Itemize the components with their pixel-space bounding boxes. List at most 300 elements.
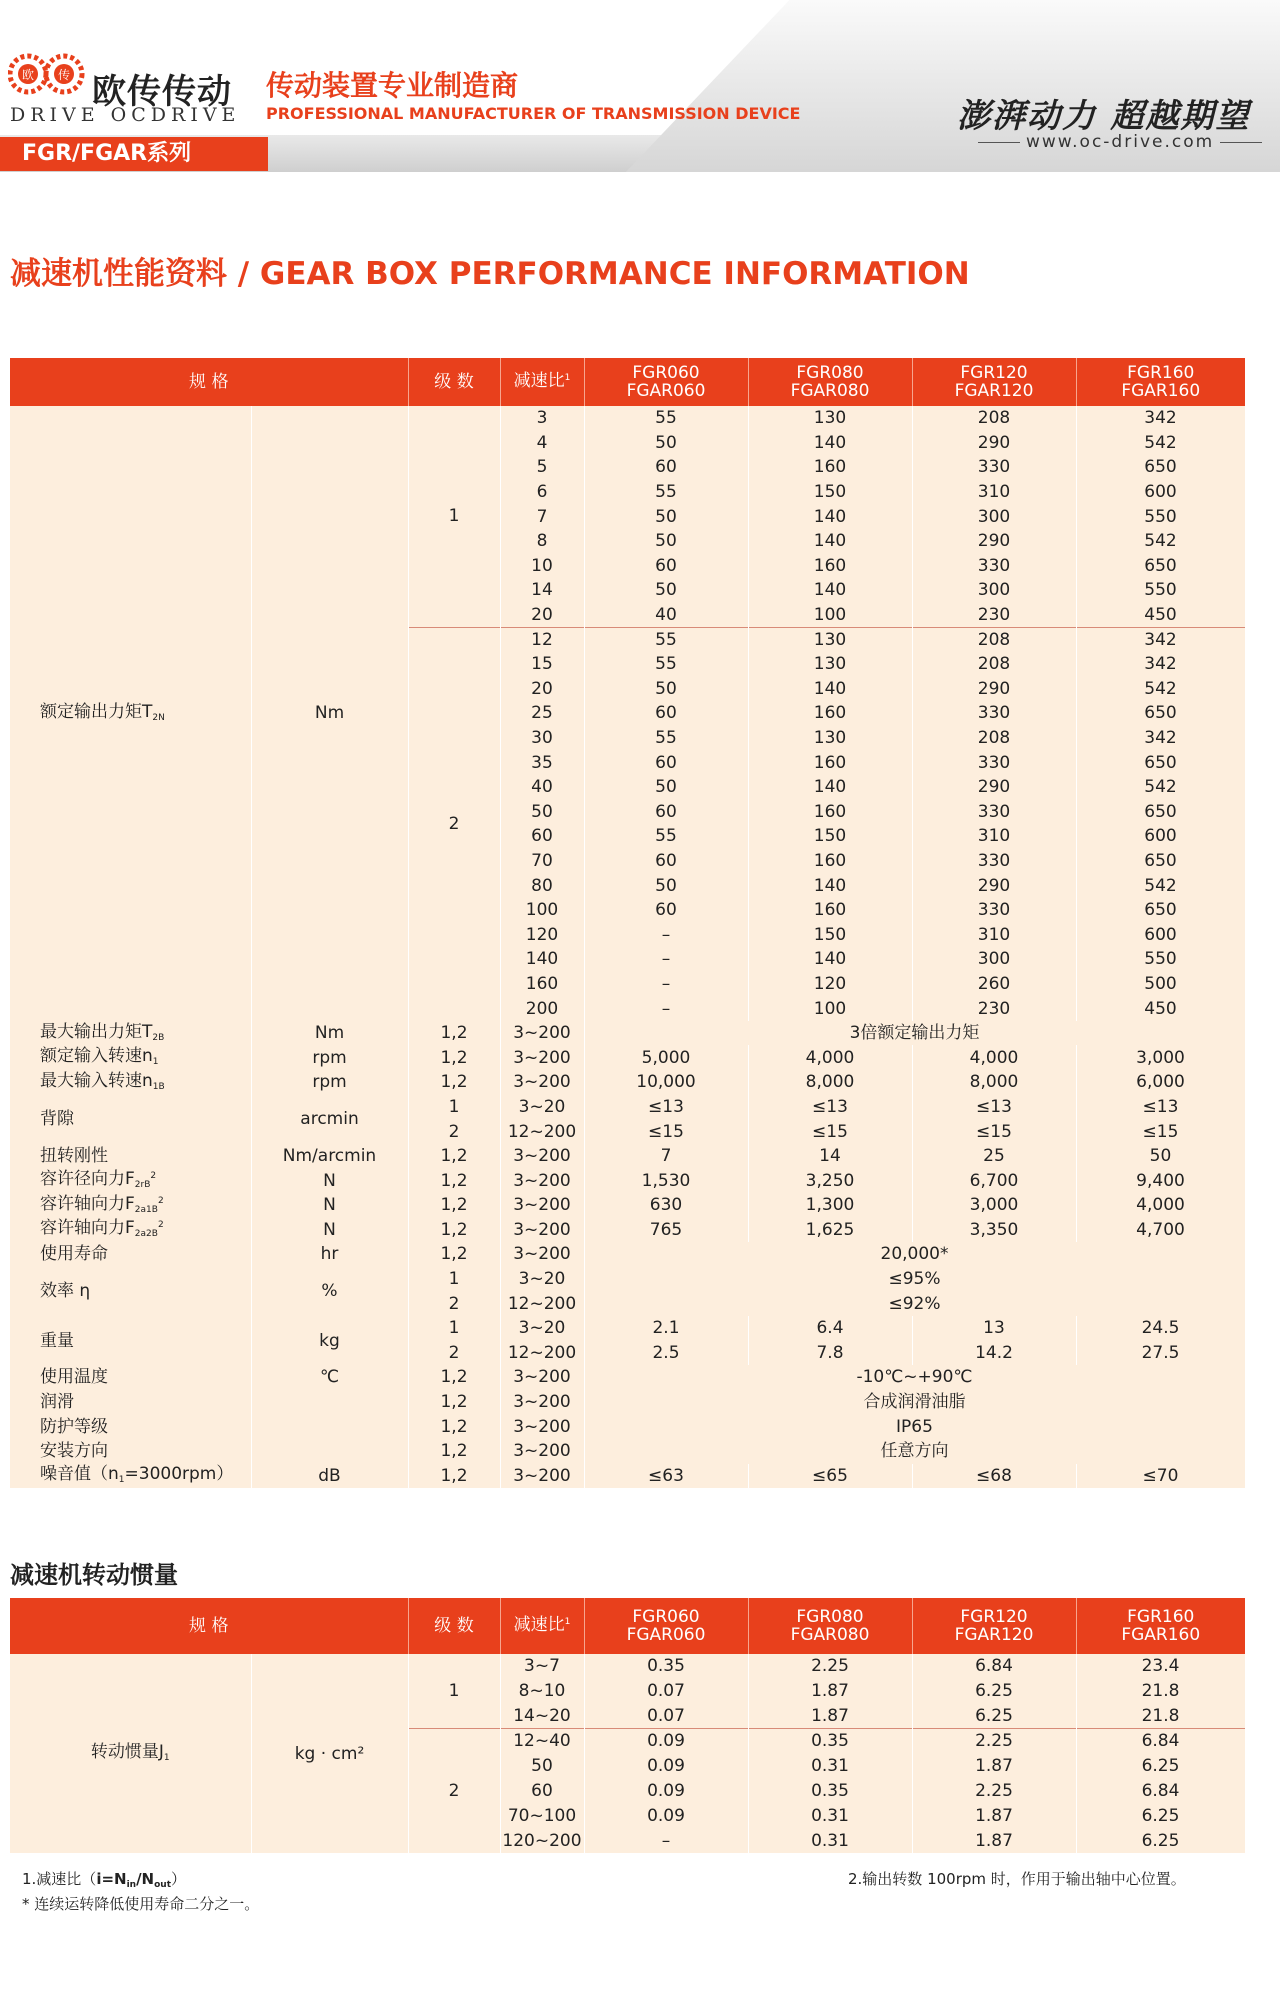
value-cell: 1.87	[748, 1704, 912, 1729]
ratio-cell: 3~200	[500, 1464, 584, 1489]
value-cell: 650	[1076, 800, 1245, 825]
value-cell: 140	[748, 775, 912, 800]
ratio-cell: 3~200	[500, 1144, 584, 1169]
ocdrive-logo	[8, 44, 86, 106]
table-row-backlash	[10, 1095, 1245, 1120]
table-row-protection	[10, 1414, 1245, 1439]
value-cell: 1,530	[584, 1168, 748, 1193]
tagline-en: PROFESSIONAL MANUFACTURER OF TRANSMISSION DEVICE	[266, 104, 801, 123]
value-cell: 55	[584, 480, 748, 505]
value-cell: 160	[748, 898, 912, 923]
stage-cell: 1,2	[408, 1390, 500, 1415]
value-cell: 290	[912, 677, 1076, 702]
value-cell: 0.35	[748, 1729, 912, 1754]
value-cell: 9,400	[1076, 1168, 1245, 1193]
ratio-cell: 3~200	[500, 1021, 584, 1046]
value-cell: 650	[1076, 701, 1245, 726]
col-stage: 级 数	[408, 358, 500, 406]
value-cell: –	[584, 922, 748, 947]
col-stage: 级 数	[408, 1598, 500, 1654]
col-model-2: FGR080 FGAR080	[748, 1598, 912, 1654]
value-cell: 40	[584, 603, 748, 628]
table-row-efficiency	[10, 1267, 1245, 1292]
value-cell: 3,250	[748, 1168, 912, 1193]
ratio-cell: 140	[500, 947, 584, 972]
ratio-cell: 120	[500, 922, 584, 947]
value-cell: 342	[1076, 406, 1245, 431]
row-unit: hr	[251, 1242, 408, 1267]
value-cell: 0.35	[584, 1654, 748, 1679]
value-cell: 290	[912, 431, 1076, 456]
ratio-cell: 3~200	[500, 1390, 584, 1415]
value-cell: 4,000	[912, 1045, 1076, 1070]
value-cell: 50	[584, 775, 748, 800]
value-cell: 100	[748, 603, 912, 628]
value-cell: –	[584, 1828, 748, 1853]
value-cell: 3,000	[912, 1193, 1076, 1218]
value-cell: 6.4	[748, 1316, 912, 1341]
value-cell: 600	[1076, 824, 1245, 849]
value-cell: 6,700	[912, 1168, 1076, 1193]
value-cell: 140	[748, 529, 912, 554]
value-cell: ≤15	[912, 1119, 1076, 1144]
value-cell: 330	[912, 701, 1076, 726]
value-cell: 450	[1076, 603, 1245, 628]
ratio-cell: 3~200	[500, 1439, 584, 1464]
value-cell: 1.87	[748, 1679, 912, 1704]
value-cell: 6.84	[1076, 1778, 1245, 1803]
value-cell: 5,000	[584, 1045, 748, 1070]
value-cell: 0.35	[748, 1778, 912, 1803]
ratio-cell: 20	[500, 603, 584, 628]
ratio-cell: 25	[500, 701, 584, 726]
ratio-cell: 160	[500, 972, 584, 997]
row-label: 背隙	[10, 1095, 251, 1144]
value-cell: 330	[912, 750, 1076, 775]
stage-cell: 1,2	[408, 1168, 500, 1193]
value-cell: 330	[912, 898, 1076, 923]
table-row-max-speed	[10, 1070, 1245, 1095]
row-label: 润滑	[10, 1390, 251, 1415]
ratio-cell: 50	[500, 800, 584, 825]
ratio-cell: 3~20	[500, 1316, 584, 1341]
ratio-cell: 3~200	[500, 1365, 584, 1390]
col-ratio: 减速比$^1$	[500, 1598, 584, 1654]
value-cell: 50	[584, 677, 748, 702]
ratio-cell: 120~200	[500, 1828, 584, 1853]
value-cell: 208	[912, 652, 1076, 677]
row-label: 安装方向	[10, 1439, 251, 1464]
value-cell: 1.87	[912, 1754, 1076, 1779]
row-unit: rpm	[251, 1070, 408, 1095]
value-cell: 140	[748, 578, 912, 603]
value-cell: 60	[584, 800, 748, 825]
value-cell: 0.09	[584, 1754, 748, 1779]
col-model-3: FGR120 FGAR120	[912, 358, 1076, 406]
value-cell: 0.09	[584, 1803, 748, 1828]
value-cell: ≤95%	[584, 1267, 1245, 1292]
brand-name-en: DRIVE OCDRIVE	[10, 104, 241, 126]
row-unit: Nm	[251, 1021, 408, 1046]
value-cell: 1,300	[748, 1193, 912, 1218]
value-cell: 542	[1076, 873, 1245, 898]
value-cell: 208	[912, 627, 1076, 652]
value-cell: –	[584, 972, 748, 997]
ratio-cell: 3~20	[500, 1095, 584, 1120]
value-cell: 2.25	[912, 1729, 1076, 1754]
stage-cell: 1,2	[408, 1045, 500, 1070]
ratio-cell: 80	[500, 873, 584, 898]
value-cell: 3,000	[1076, 1045, 1245, 1070]
table-row	[10, 406, 1245, 431]
row-label: 效率 η	[10, 1267, 251, 1316]
table-row-weight	[10, 1316, 1245, 1341]
value-cell: 160	[748, 701, 912, 726]
footnote-1: 1.减速比$(i=N_{in}/N_{out})$	[22, 1870, 187, 1890]
header-row	[10, 1598, 1245, 1654]
ratio-cell: 12	[500, 627, 584, 652]
value-cell: 10,000	[584, 1070, 748, 1095]
ratio-cell: 14~20	[500, 1704, 584, 1729]
ratio-cell: 3~7	[500, 1654, 584, 1679]
page-header	[0, 0, 1280, 172]
value-cell: 342	[1076, 726, 1245, 751]
ratio-cell: 50	[500, 1754, 584, 1779]
value-cell: 55	[584, 627, 748, 652]
ratio-cell: 8~10	[500, 1679, 584, 1704]
value-cell: 160	[748, 849, 912, 874]
value-cell: 0.09	[584, 1778, 748, 1803]
value-cell: 140	[748, 504, 912, 529]
row-label: 使用寿命	[10, 1242, 251, 1267]
stage-cell: 2	[408, 1341, 500, 1366]
value-cell: 650	[1076, 849, 1245, 874]
ratio-cell: 3~20	[500, 1267, 584, 1292]
ratio-cell: 8	[500, 529, 584, 554]
value-cell: 542	[1076, 529, 1245, 554]
value-cell: 208	[912, 726, 1076, 751]
inertia-table	[10, 1598, 1246, 1853]
table-row-noise	[10, 1464, 1245, 1489]
row-unit: arcmin	[251, 1095, 408, 1144]
footnote-star: * 连续运转降低使用寿命二分之一。	[22, 1895, 260, 1913]
table-row-lubrication	[10, 1390, 1245, 1415]
stage-cell: 1,2	[408, 1144, 500, 1169]
value-cell: 542	[1076, 677, 1245, 702]
value-cell: 342	[1076, 627, 1245, 652]
value-cell: 330	[912, 554, 1076, 579]
value-cell: 290	[912, 775, 1076, 800]
value-cell: 55	[584, 726, 748, 751]
value-cell: 310	[912, 922, 1076, 947]
value-cell: 20,000*	[584, 1242, 1245, 1267]
row-label: 使用温度	[10, 1365, 251, 1390]
col-model-4: FGR160 FGAR160	[1076, 1598, 1245, 1654]
stage-cell: 2	[408, 1291, 500, 1316]
value-cell: 8,000	[748, 1070, 912, 1095]
row-unit: rpm	[251, 1045, 408, 1070]
value-cell: ≤13	[584, 1095, 748, 1120]
row-label: 扭转刚性	[10, 1144, 251, 1169]
value-cell: 0.07	[584, 1679, 748, 1704]
value-cell: 23.4	[1076, 1654, 1245, 1679]
value-cell: 650	[1076, 554, 1245, 579]
ratio-cell: 12~200	[500, 1119, 584, 1144]
value-cell: 6,000	[1076, 1070, 1245, 1095]
table-row-stiffness	[10, 1144, 1245, 1169]
ratio-cell: 35	[500, 750, 584, 775]
value-cell: 160	[748, 455, 912, 480]
ratio-cell: 100	[500, 898, 584, 923]
value-cell: 310	[912, 480, 1076, 505]
tagline-cn: 传动装置专业制造商	[266, 69, 519, 102]
value-cell: 140	[748, 947, 912, 972]
value-cell: 450	[1076, 996, 1245, 1021]
footnote-2: 2.输出转数 100rpm 时，作用于输出轴中心位置。	[848, 1870, 1186, 1888]
stage-cell: 2	[408, 627, 500, 1021]
stage-cell: 1,2	[408, 1242, 500, 1267]
table-row	[10, 1654, 1245, 1679]
value-cell: 任意方向	[584, 1439, 1245, 1464]
ratio-cell: 3~200	[500, 1242, 584, 1267]
stage-cell: 1,2	[408, 1070, 500, 1095]
value-cell: 6.25	[1076, 1828, 1245, 1853]
value-cell: 130	[748, 652, 912, 677]
value-cell: 50	[584, 578, 748, 603]
ratio-cell: 60	[500, 1778, 584, 1803]
stage-cell: 1,2	[408, 1218, 500, 1243]
value-cell: 0.31	[748, 1803, 912, 1828]
value-cell: 300	[912, 947, 1076, 972]
value-cell: 3,350	[912, 1218, 1076, 1243]
value-cell: 542	[1076, 431, 1245, 456]
stage-cell: 1,2	[408, 1365, 500, 1390]
value-cell: 330	[912, 455, 1076, 480]
value-cell: 150	[748, 824, 912, 849]
table-row-mounting	[10, 1439, 1245, 1464]
value-cell: –	[584, 996, 748, 1021]
ratio-cell: 20	[500, 677, 584, 702]
stage-cell: 2	[408, 1119, 500, 1144]
value-cell: 140	[748, 873, 912, 898]
col-spec: 规 格	[10, 1598, 408, 1654]
value-cell: 130	[748, 406, 912, 431]
value-cell: 4,700	[1076, 1218, 1245, 1243]
value-cell: 150	[748, 922, 912, 947]
col-model-2: FGR080 FGAR080	[748, 358, 912, 406]
value-cell: 120	[748, 972, 912, 997]
value-cell: ≤15	[748, 1119, 912, 1144]
value-cell: 4,000	[1076, 1193, 1245, 1218]
value-cell: 100	[748, 996, 912, 1021]
website-url[interactable]	[972, 132, 1268, 152]
value-cell: 50	[584, 873, 748, 898]
table-row-axial-force-2	[10, 1218, 1245, 1243]
stage-cell: 1,2	[408, 1021, 500, 1046]
value-cell: 290	[912, 529, 1076, 554]
value-cell: 21.8	[1076, 1704, 1245, 1729]
value-cell: 60	[584, 849, 748, 874]
value-cell: 160	[748, 800, 912, 825]
stage-cell: 1	[408, 406, 500, 627]
ratio-cell: 200	[500, 996, 584, 1021]
value-cell: 650	[1076, 750, 1245, 775]
table-row-temperature	[10, 1365, 1245, 1390]
logo-char-1: 欧	[21, 68, 35, 82]
value-cell: 310	[912, 824, 1076, 849]
value-cell: 55	[584, 652, 748, 677]
value-cell: 14	[748, 1144, 912, 1169]
stage-cell: 1,2	[408, 1439, 500, 1464]
ratio-cell: 70	[500, 849, 584, 874]
value-cell: 7	[584, 1144, 748, 1169]
brand-name-cn: 欧传传动	[92, 72, 232, 112]
stage-cell: 1	[408, 1654, 500, 1729]
value-cell: 650	[1076, 898, 1245, 923]
value-cell: 160	[748, 554, 912, 579]
value-cell: IP65	[584, 1414, 1245, 1439]
value-cell: 4,000	[748, 1045, 912, 1070]
row-label: 最大输入转速$n_{1B}$	[10, 1070, 251, 1095]
row-label: 额定输出力矩$T_{2N}$	[10, 406, 251, 1021]
value-cell: 14.2	[912, 1341, 1076, 1366]
row-unit: Nm	[251, 406, 408, 1021]
value-cell: 300	[912, 578, 1076, 603]
value-cell: 230	[912, 603, 1076, 628]
value-cell: 600	[1076, 922, 1245, 947]
row-label: 最大输出力矩$T_{2B}$	[10, 1021, 251, 1046]
value-cell: ≤63	[584, 1464, 748, 1489]
ratio-cell: 14	[500, 578, 584, 603]
value-cell: 260	[912, 972, 1076, 997]
stage-cell: 1	[408, 1095, 500, 1120]
value-cell: 25	[912, 1144, 1076, 1169]
value-cell: ≤13	[748, 1095, 912, 1120]
ratio-cell: 6	[500, 480, 584, 505]
value-cell: 1,625	[748, 1218, 912, 1243]
value-cell: 60	[584, 554, 748, 579]
value-cell: 6.84	[1076, 1729, 1245, 1754]
ratio-cell: 3	[500, 406, 584, 431]
row-label: 额定输入转速$n_1$	[10, 1045, 251, 1070]
value-cell: 230	[912, 996, 1076, 1021]
value-cell: –	[584, 947, 748, 972]
value-cell: 6.25	[1076, 1803, 1245, 1828]
value-cell: 1.87	[912, 1828, 1076, 1853]
row-unit: N	[251, 1193, 408, 1218]
row-label: 防护等级	[10, 1414, 251, 1439]
value-cell: 150	[748, 480, 912, 505]
ratio-cell: 7	[500, 504, 584, 529]
value-cell: 60	[584, 898, 748, 923]
ratio-cell: 3~200	[500, 1168, 584, 1193]
series-label: FGR/FGAR系列	[0, 137, 268, 171]
row-unit	[251, 1390, 408, 1415]
value-cell: ≤15	[584, 1119, 748, 1144]
value-cell: ≤92%	[584, 1291, 1245, 1316]
row-unit: N	[251, 1168, 408, 1193]
value-cell: 13	[912, 1316, 1076, 1341]
value-cell: 550	[1076, 578, 1245, 603]
slogan: 澎湃动力 超越期望	[957, 96, 1251, 135]
row-unit: Nm/arcmin	[251, 1144, 408, 1169]
logo-char-2: 传	[57, 68, 71, 82]
value-cell: 24.5	[1076, 1316, 1245, 1341]
value-cell: 130	[748, 726, 912, 751]
table-row-max-torque	[10, 1021, 1245, 1046]
ratio-cell: 60	[500, 824, 584, 849]
value-cell: 50	[584, 504, 748, 529]
table-row-life	[10, 1242, 1245, 1267]
row-unit: N	[251, 1218, 408, 1243]
row-label: 容许轴向力$F_{2a1B}^2$	[10, 1193, 251, 1218]
value-cell: 342	[1076, 652, 1245, 677]
ratio-cell: 10	[500, 554, 584, 579]
value-cell: 60	[584, 750, 748, 775]
value-cell: 2.1	[584, 1316, 748, 1341]
ratio-cell: 30	[500, 726, 584, 751]
value-cell: 0.09	[584, 1729, 748, 1754]
ratio-cell: 15	[500, 652, 584, 677]
value-cell: ≤68	[912, 1464, 1076, 1489]
value-cell: 55	[584, 824, 748, 849]
value-cell: 21.8	[1076, 1679, 1245, 1704]
value-cell: 130	[748, 627, 912, 652]
table-row-axial-force-1	[10, 1193, 1245, 1218]
page-title: 减速机性能资料 / GEAR BOX PERFORMANCE INFORMATION	[10, 256, 970, 292]
website-url-text[interactable]: www.oc-drive.com	[1026, 132, 1215, 152]
row-label: 容许轴向力$F_{2a2B}^2$	[10, 1218, 251, 1243]
row-unit: ℃	[251, 1365, 408, 1390]
stage-cell: 1	[408, 1316, 500, 1341]
ratio-cell: 40	[500, 775, 584, 800]
row-label: 重量	[10, 1316, 251, 1365]
stage-cell: 1,2	[408, 1464, 500, 1489]
value-cell: -10℃~+90℃	[584, 1365, 1245, 1390]
value-cell: 50	[1076, 1144, 1245, 1169]
ratio-cell: 4	[500, 431, 584, 456]
value-cell: 300	[912, 504, 1076, 529]
row-unit: kg	[251, 1316, 408, 1365]
value-cell: 2.5	[584, 1341, 748, 1366]
row-unit	[251, 1414, 408, 1439]
table-row-rated-speed	[10, 1045, 1245, 1070]
value-cell: 6.25	[912, 1679, 1076, 1704]
value-cell: 8,000	[912, 1070, 1076, 1095]
performance-table	[10, 358, 1246, 1488]
value-cell: 0.31	[748, 1754, 912, 1779]
col-spec: 规 格	[10, 358, 408, 406]
value-cell: ≤65	[748, 1464, 912, 1489]
ratio-cell: 3~200	[500, 1414, 584, 1439]
header-row	[10, 358, 1245, 406]
ratio-cell: 3~200	[500, 1045, 584, 1070]
ratio-cell: 70~100	[500, 1803, 584, 1828]
stage-cell: 1	[408, 1267, 500, 1292]
value-cell: 6.25	[1076, 1754, 1245, 1779]
row-label: 转动惯量$J_1$	[10, 1654, 251, 1853]
value-cell: ≤13	[912, 1095, 1076, 1120]
value-cell: 60	[584, 701, 748, 726]
ratio-cell: 12~200	[500, 1341, 584, 1366]
value-cell: 0.07	[584, 1704, 748, 1729]
value-cell: ≤13	[1076, 1095, 1245, 1120]
value-cell: 160	[748, 750, 912, 775]
stage-cell: 1,2	[408, 1414, 500, 1439]
value-cell: 27.5	[1076, 1341, 1245, 1366]
value-cell: 330	[912, 849, 1076, 874]
value-cell: 500	[1076, 972, 1245, 997]
